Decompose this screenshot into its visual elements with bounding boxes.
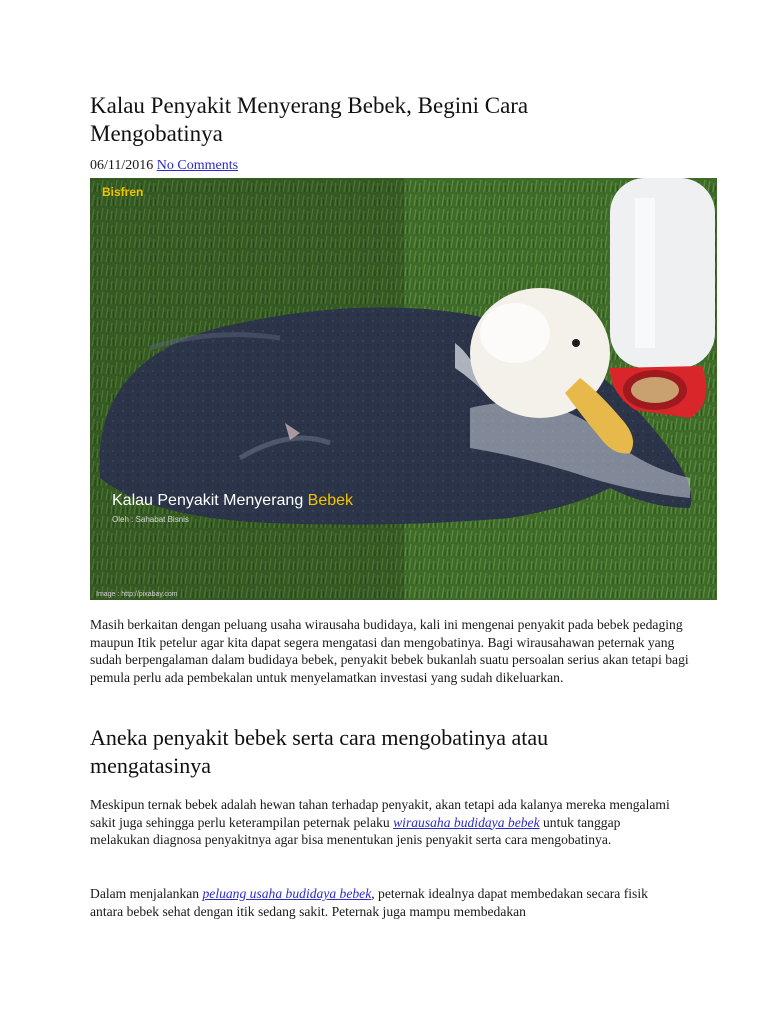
image-byline: Oleh : Sahabat Bisnis xyxy=(112,515,189,524)
article xyxy=(90,92,720,919)
body-paragraph: Meskipun ternak bebek adalah hewan tahan terhadap penyakit, akan tetapi ada kalanya mereka mengalami sakit juga sehingga perlu keterampilan peternak pelaku wirausaha budidaya bebek untuk tanggap melakukan diagnosa penyakitnya agar bisa menentukan jenis penyakit serta cara mengobatinya. xyxy=(90,797,670,847)
comments-link[interactable]: No Comments xyxy=(156,158,239,173)
budidaya-link[interactable]: wirausaha budidaya bebek xyxy=(393,814,540,830)
body-paragraph: Dalam menjalankan peluang usaha budidaya bebek, peternak idealnya dapat membedakan secara fisik antara bebek sehat dengan itik sedang sakit. Peternak juga mampu membedakan xyxy=(90,886,648,919)
image-logo: Bisfren xyxy=(102,185,144,199)
post-date: 06/11/2016 xyxy=(90,158,154,173)
image-credit: Image : http://pixabay.com xyxy=(96,591,178,598)
peluang-usaha-link[interactable]: peluang usaha budidaya bebek xyxy=(202,886,372,901)
image-caption: Kalau Penyakit Menyerang Bebek xyxy=(112,492,354,509)
article-meta xyxy=(90,158,720,174)
section-heading: Aneka penyakit bebek serta cara mengobatinya atau mengatasinya xyxy=(90,725,549,778)
article-title: Kalau Penyakit Menyerang Bebek, Begini Cara Mengobatinya xyxy=(90,93,529,146)
intro-paragraph: Masih berkaitan dengan peluang usaha wirausaha budidaya, kali ini mengenai penyakit pada bebek pedaging maupun Itik petelur agar kita dapat segera mengatasi dan mengobatinya. Bagi wirausahawan peternak yang sudah berpengalaman dalam budidaya bebek, penyakit bebek bukanlah suatu persoalan serius akan tetapi bagi pemula perlu ada pembekalan untuk menyelamatkan investasi yang sudah dikeluarkan. xyxy=(90,617,689,685)
hero-image xyxy=(90,178,717,600)
duck-photo xyxy=(90,178,717,600)
